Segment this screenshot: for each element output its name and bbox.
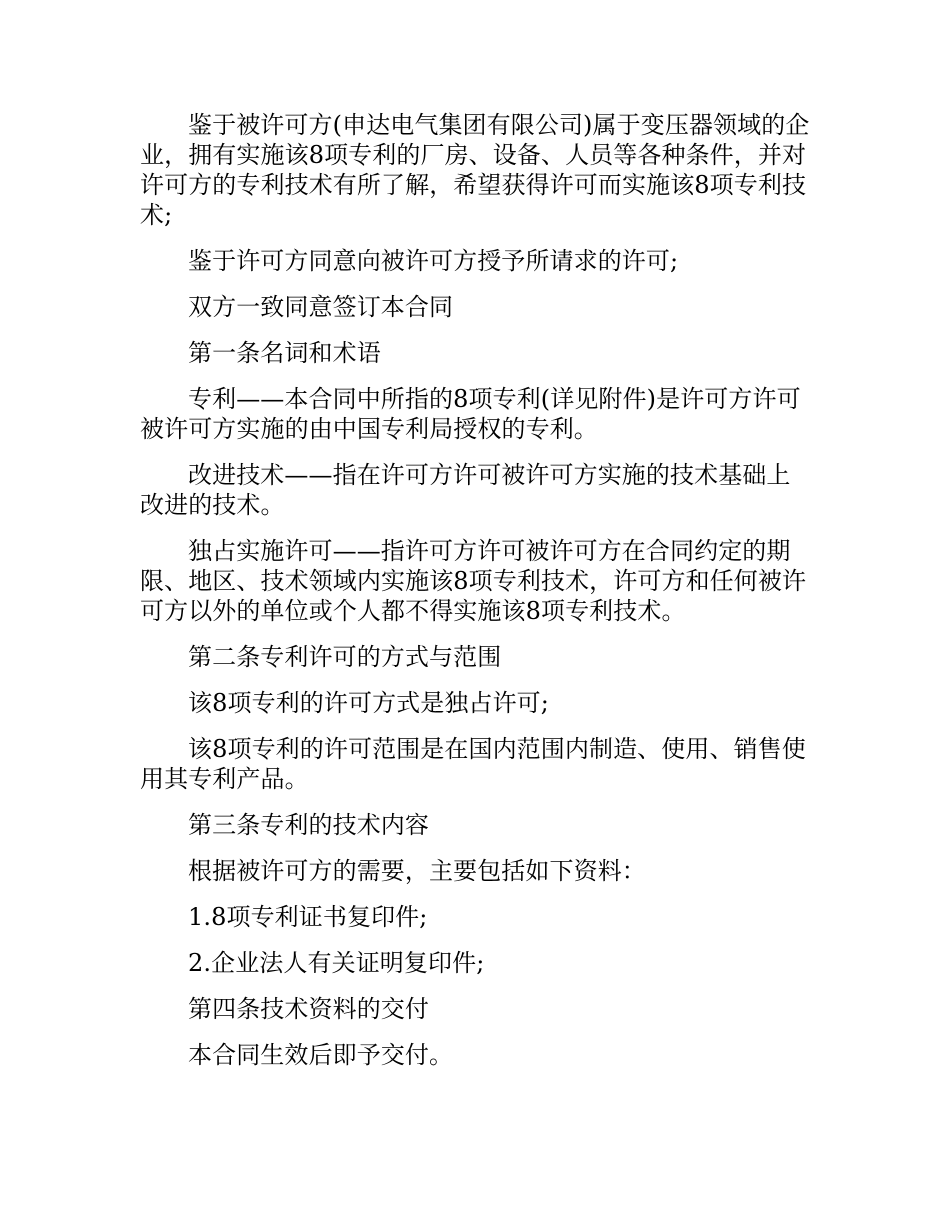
paragraph-materials-intro: 根据被许可方的需要，主要包括如下资料： bbox=[188, 857, 646, 885]
paragraph-agreement: 双方一致同意签订本合同 bbox=[188, 293, 454, 321]
paragraph-definition-exclusive-license: 独占实施许可——指许可方许可被许可方在合同约定的期限、地区、技术领域内实施该8项专利技术，许可方和任何被许可方以外的单位或个人都不得实施该8项专利技术。 bbox=[140, 537, 807, 625]
heading-article-2: 第二条专利许可的方式与范围 bbox=[188, 643, 502, 671]
list-item-material-1: 1.8项专利证书复印件; bbox=[188, 903, 428, 931]
list-item-material-2: 2.企业法人有关证明复印件; bbox=[188, 949, 485, 977]
paragraph-delivery: 本合同生效后即予交付。 bbox=[188, 1041, 454, 1069]
paragraph-license-scope: 该8项专利的许可范围是在国内范围内制造、使用、销售使用其专利产品。 bbox=[140, 735, 806, 793]
paragraph-definition-improvement: 改进技术——指在许可方许可被许可方实施的技术基础上改进的技术。 bbox=[140, 461, 791, 519]
heading-article-1: 第一条名词和术语 bbox=[188, 339, 381, 367]
paragraph-definition-patent: 专利——本合同中所指的8项专利(详见附件)是许可方许可被许可方实施的由中国专利局授权的专利。 bbox=[140, 385, 801, 443]
paragraph-license-type: 该8项专利的许可方式是独占许可; bbox=[188, 689, 549, 717]
paragraph-recital-licensee: 鉴于被许可方(申达电气集团有限公司)属于变压器领域的企业，拥有实施该8项专利的厂房、设备、人员等各种条件，并对许可方的专利技术有所了解，希望获得许可而实施该8项专利技术; bbox=[140, 111, 810, 229]
heading-article-3: 第三条专利的技术内容 bbox=[188, 811, 429, 839]
paragraph-recital-licensor: 鉴于许可方同意向被许可方授予所请求的许可; bbox=[188, 247, 679, 275]
heading-article-4: 第四条技术资料的交付 bbox=[188, 995, 429, 1023]
